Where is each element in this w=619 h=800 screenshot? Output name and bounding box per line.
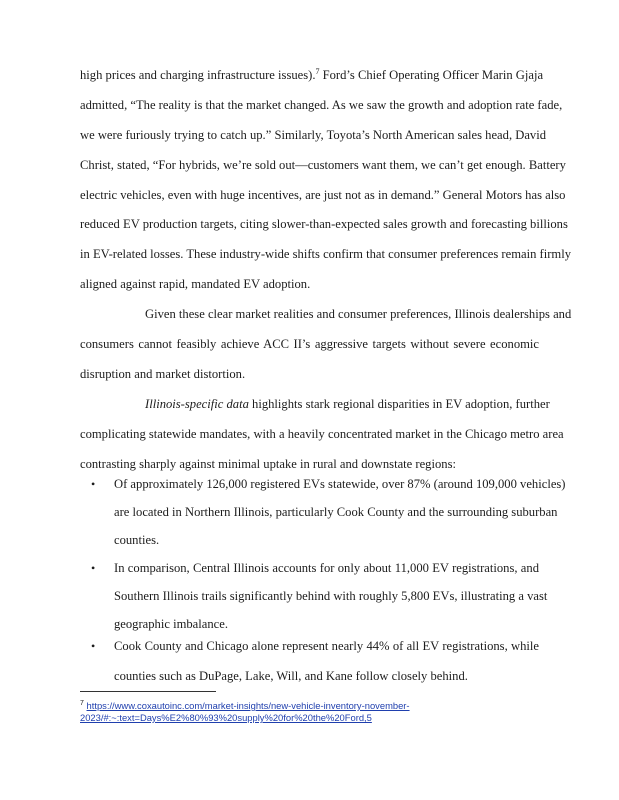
paragraph-1-line-8: aligned against rapid, mandated EV adoption.	[80, 277, 311, 291]
bullet-2-line-2: Southern Illinois trails significantly behind with roughly 5,800 EVs, illustrating a vast	[114, 589, 548, 603]
footnote-divider	[80, 691, 216, 692]
footnote-link-line-2-wrapper[interactable]	[80, 712, 372, 724]
paragraph-2-line-2: consumers cannot feasibly achieve ACC II’s aggressive targets without severe economic	[80, 337, 539, 351]
bullet-2-line-3: geographic imbalance.	[114, 617, 228, 631]
italic-lead: Illinois-specific data	[145, 397, 249, 411]
bullet-3-line-2: counties such as DuPage, Lake, Will, and Kane follow closely behind.	[114, 669, 468, 683]
paragraph-1-line-1	[80, 66, 544, 83]
bullet-marker: •	[91, 477, 96, 491]
paragraph-3-line-1	[145, 396, 550, 412]
paragraph-1-line-2: admitted, “The reality is that the market changed. As we saw the growth and adoption rate fade,	[80, 98, 563, 112]
paragraph-1-line-7: in EV-related losses. These industry-wide shifts confirm that consumer preferences remain firmly	[80, 247, 572, 261]
paragraph-1-line-5: electric vehicles, even with huge incentives, are just not as in demand.” General Motors has also	[80, 188, 566, 202]
paragraph-1-line-6: reduced EV production targets, citing slower-than-expected sales growth and forecasting billions	[80, 217, 568, 231]
bullet-3-line-1: Cook County and Chicago alone represent nearly 44% of all EV registrations, while	[114, 639, 539, 653]
bullet-1-line-2: are located in Northern Illinois, particularly Cook County and the surrounding suburban	[114, 505, 558, 519]
footnote-7[interactable]	[80, 700, 410, 712]
bullet-marker: •	[91, 639, 96, 653]
paragraph-2-line-1: Given these clear market realities and consumer preferences, Illinois dealerships and	[145, 307, 572, 321]
bullet-marker: •	[91, 561, 96, 575]
paragraph-1-line-4: Christ, stated, “For hybrids, we’re sold out—customers want them, we can’t get enough. Battery	[80, 158, 566, 172]
bullet-1-line-3: counties.	[114, 533, 160, 547]
bullet-2-line-1: In comparison, Central Illinois accounts for only about 11,000 EV registrations, and	[114, 561, 539, 575]
footnote-ref-7[interactable]: 7	[315, 66, 320, 76]
line-text-tail: highlights stark regional disparities in EV adoption, further	[248, 397, 550, 411]
footnote-link-line-1[interactable]: https://www.coxautoinc.com/market-insights/new-vehicle-inventory-november-	[86, 700, 410, 711]
paragraph-3-line-3: contrasting sharply against minimal uptake in rural and downstate regions:	[80, 457, 456, 471]
bullet-1-line-1: Of approximately 126,000 registered EVs statewide, over 87% (around 109,000 vehicles)	[114, 477, 566, 491]
paragraph-1-line-3: we were furiously trying to catch up.” Similarly, Toyota’s North American sales head, David	[80, 128, 547, 142]
paragraph-3-line-2: complicating statewide mandates, with a heavily concentrated market in the Chicago metro area	[80, 427, 564, 441]
footnote-number: 7	[80, 699, 84, 707]
paragraph-2-line-3: disruption and market distortion.	[80, 367, 246, 381]
line-text: high prices and charging infrastructure issues).	[80, 68, 316, 82]
footnote-link-line-2[interactable]: 2023/#:~:text=Days%E2%80%93%20supply%20for%20the%20Ford,5	[80, 712, 372, 723]
line-text-tail: Ford’s Chief Operating Officer Marin Gjaja	[319, 68, 544, 82]
